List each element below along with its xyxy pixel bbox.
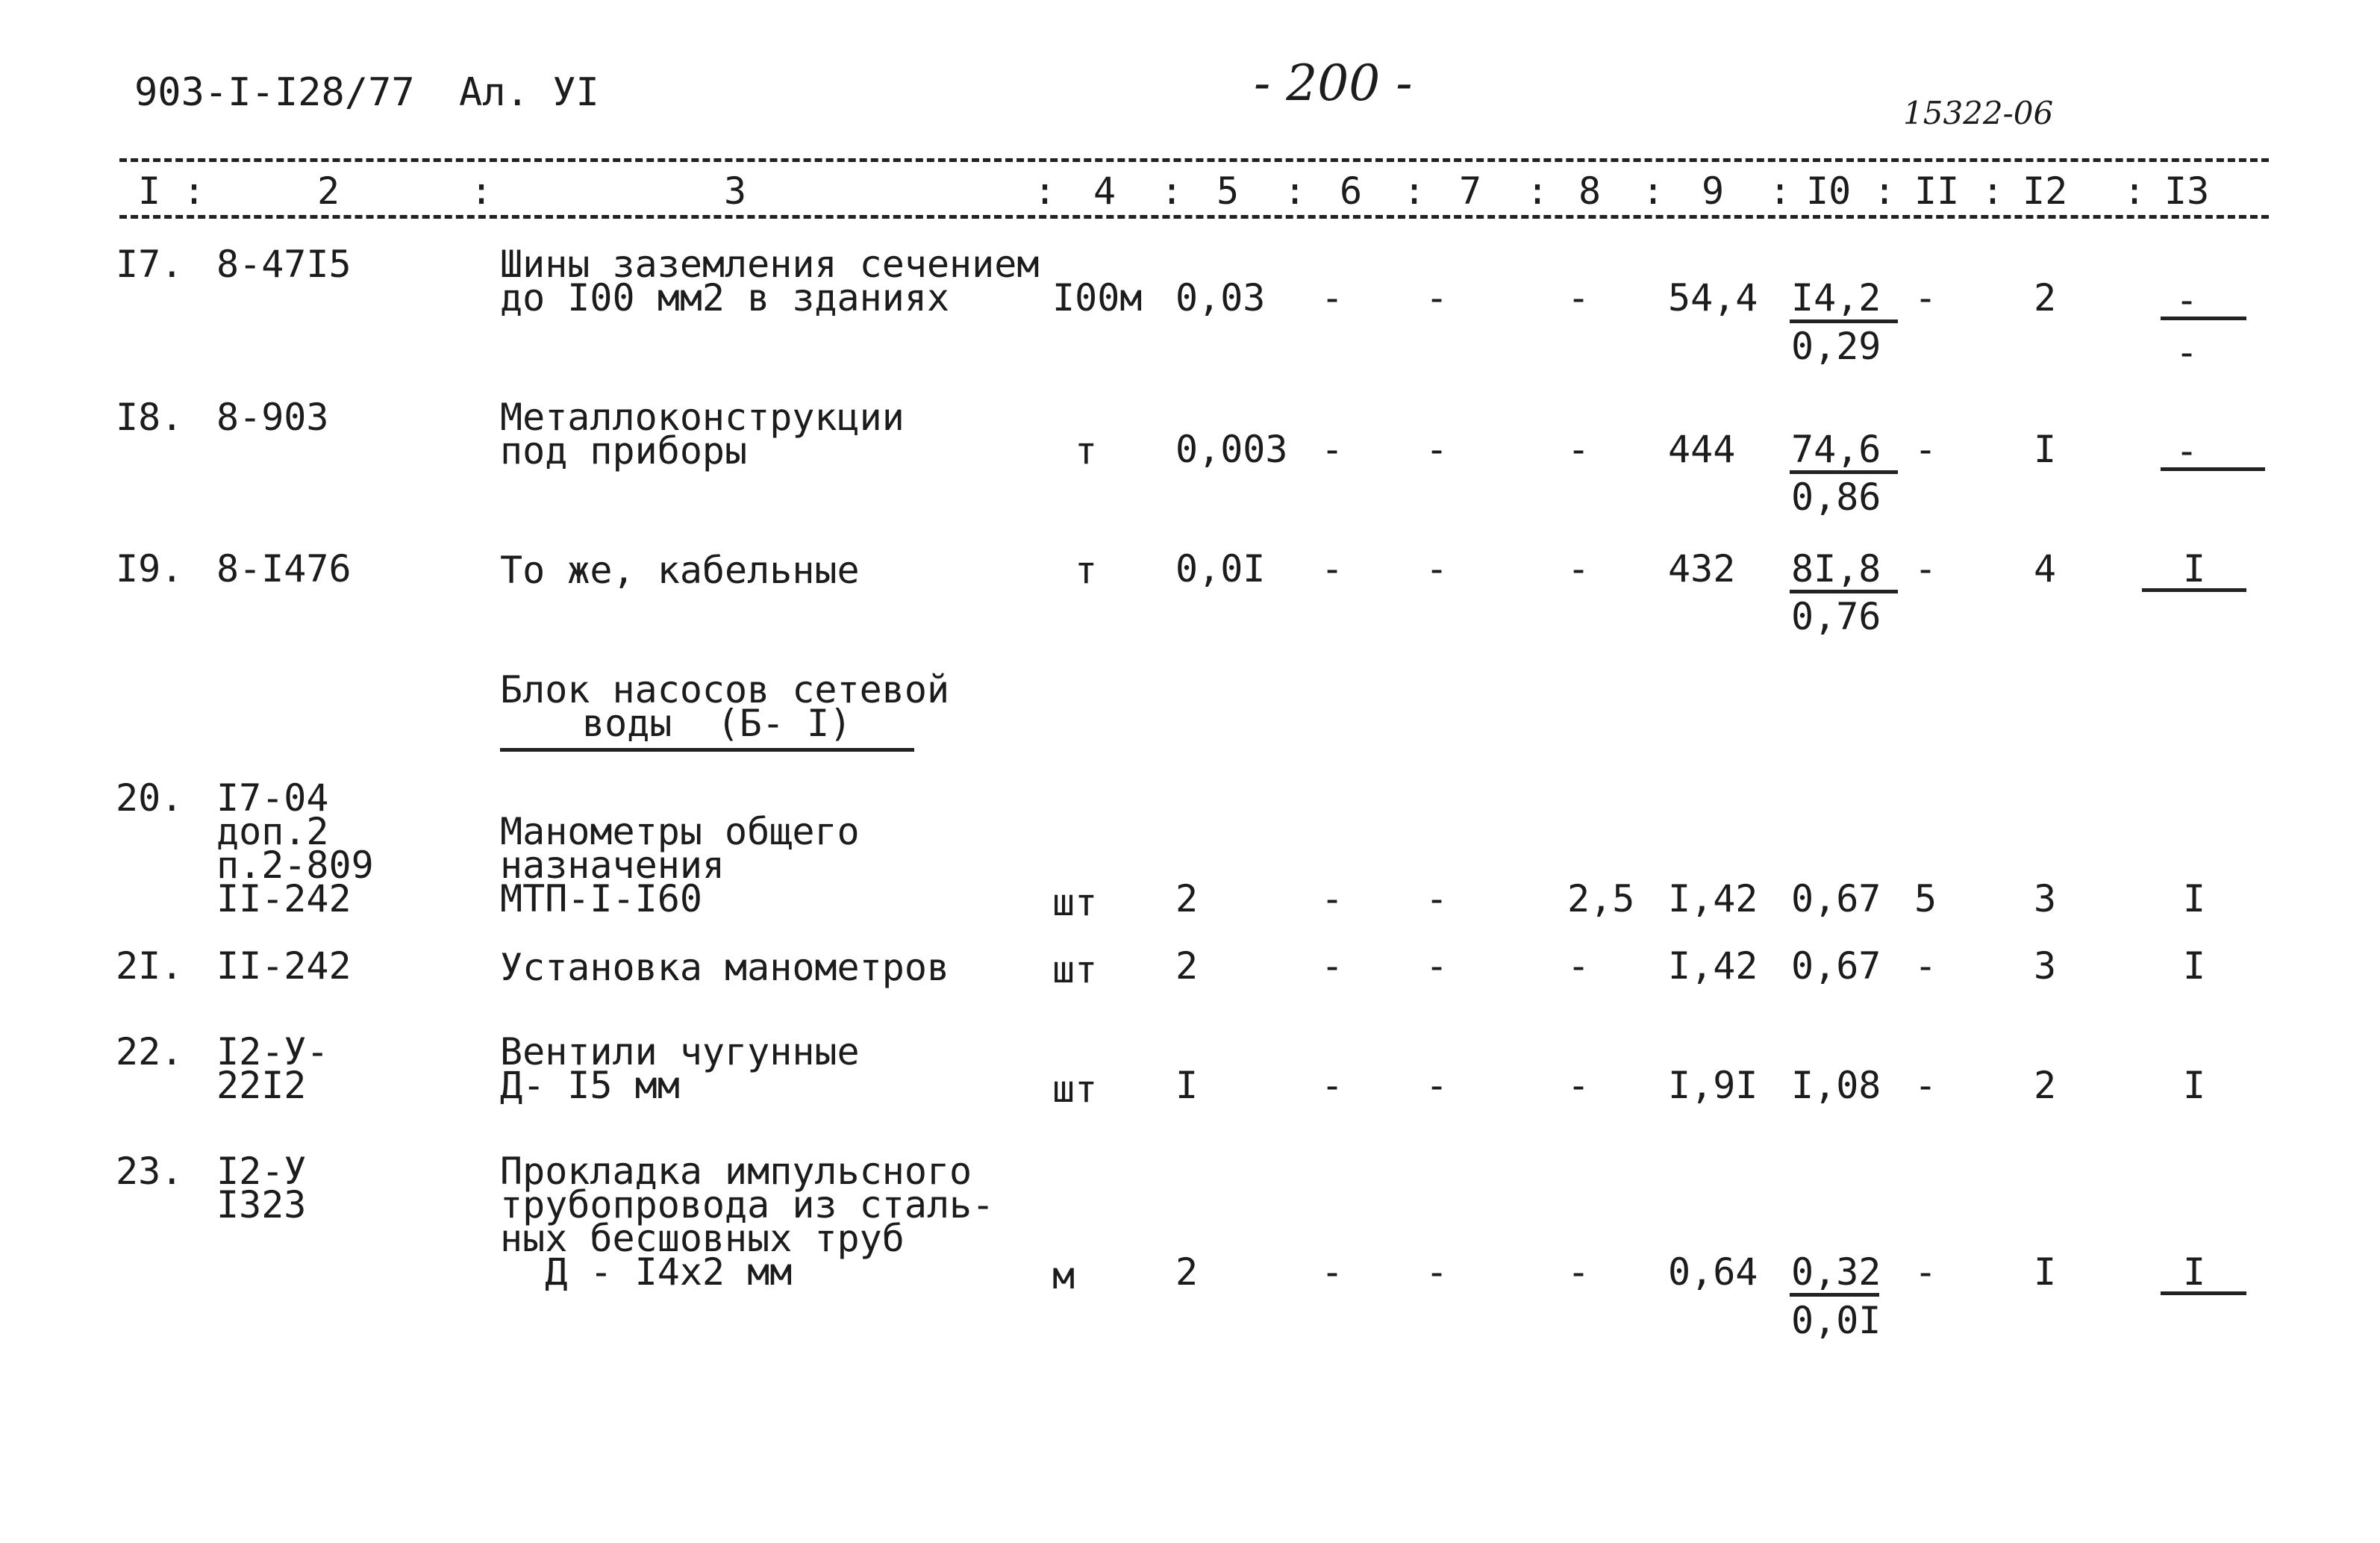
rate-code: 22I2 (216, 1064, 307, 1107)
column-header: II (1914, 169, 1960, 213)
section-title: воды (Б- I) (582, 702, 852, 745)
row-number: 22. (116, 1030, 184, 1073)
cell-numerator: 74,6 (1791, 428, 1881, 471)
cell-denominator: 0,0I (1791, 1299, 1881, 1342)
fraction-line (1790, 590, 1898, 593)
cell: I (2183, 1064, 2206, 1107)
row-number: I7. (116, 243, 184, 286)
column-header: 5 (1216, 169, 1240, 213)
column-header: I (138, 169, 161, 213)
rate-code: II-242 (216, 944, 352, 988)
cell-denominator: 0,76 (1791, 595, 1881, 638)
rate-code: I2-У- (216, 1030, 329, 1073)
cell: - (1914, 944, 1937, 988)
album-label: Ал. УI (459, 70, 599, 115)
quantity: 2 (1175, 1250, 1199, 1294)
quantity: I (1175, 1064, 1199, 1107)
column-header: 8 (1578, 169, 1602, 213)
cell: 4 (2034, 547, 2057, 590)
unit: шт (1052, 881, 1098, 924)
cell-numerator: I (2183, 1250, 2206, 1294)
row-number: I8. (116, 396, 184, 439)
cell-denominator: 0,29 (1791, 325, 1881, 368)
cell: - (1321, 547, 1344, 590)
cell: 3 (2034, 944, 2057, 988)
cell-numerator: I (2183, 547, 2206, 590)
quantity: 0,03 (1175, 276, 1266, 319)
cell: - (1321, 428, 1344, 471)
cell: - (1321, 944, 1344, 988)
rate-code: I323 (216, 1183, 307, 1226)
item-name: То же, кабельные (500, 549, 860, 592)
item-name: Вентили чугунные (500, 1030, 860, 1073)
cell: - (1567, 944, 1590, 988)
cell: - (1567, 428, 1590, 471)
unit: т (1075, 429, 1098, 473)
header-bottom-rule (119, 215, 2269, 219)
cell-numerator: 0,32 (1791, 1250, 1881, 1294)
section-underline (500, 748, 914, 752)
rate-code: 8-I476 (216, 547, 352, 590)
column-header: I3 (2164, 169, 2210, 213)
cell: 432 (1668, 547, 1736, 590)
cell-numerator: - (2176, 278, 2199, 322)
cell: - (1321, 877, 1344, 920)
column-header: 6 (1340, 169, 1363, 213)
fraction-line (1790, 319, 1898, 323)
item-name: Д - I4х2 мм (500, 1250, 793, 1294)
column-header: 2 (317, 169, 340, 213)
cell: 5 (1914, 877, 1937, 920)
cell: - (1321, 1064, 1344, 1107)
cell: I,42 (1668, 877, 1758, 920)
column-header: I2 (2023, 169, 2068, 213)
rate-code: I2-У (216, 1150, 307, 1193)
cell: I (2034, 1250, 2057, 1294)
cell: 3 (2034, 877, 2057, 920)
cell: I,08 (1791, 1064, 1881, 1107)
cell: - (1425, 276, 1449, 319)
item-name: Манометры общего (500, 810, 860, 853)
archive-stamp: 15322-06 (1903, 95, 2054, 131)
cell: - (1567, 276, 1590, 319)
cell: I,9I (1668, 1064, 1758, 1107)
cell: - (1914, 1250, 1937, 1294)
column-header: 3 (724, 169, 747, 213)
cell: I (2034, 428, 2057, 471)
item-name: ных бесшовных труб (500, 1217, 905, 1260)
fraction-line (1790, 470, 1898, 474)
item-name: Д- I5 мм (500, 1064, 680, 1107)
cell: 444 (1668, 428, 1736, 471)
cell: 54,4 (1668, 276, 1758, 319)
item-name: трубопровода из сталь- (500, 1183, 995, 1226)
cell: - (1914, 428, 1937, 471)
cell: - (1425, 944, 1449, 988)
cell: - (1425, 428, 1449, 471)
cell: - (1425, 877, 1449, 920)
cell-numerator: 8I,8 (1791, 547, 1881, 590)
item-name: назначения (500, 844, 725, 887)
cell-denominator: 0,86 (1791, 476, 1881, 519)
item-name: под приборы (500, 429, 748, 473)
cell: - (1425, 1250, 1449, 1294)
quantity: 0,003 (1175, 428, 1288, 471)
item-name: Шины заземления сечением (500, 243, 1040, 286)
unit: шт (1052, 1067, 1098, 1111)
fraction-line (2161, 1291, 2246, 1295)
unit: т (1075, 549, 1098, 592)
cell: I (2183, 877, 2206, 920)
cell: - (1321, 276, 1344, 319)
cell-denominator: - (2176, 331, 2199, 374)
quantity: 2 (1175, 877, 1199, 920)
cell: - (1567, 1250, 1590, 1294)
rate-code: п.2-809 (216, 844, 374, 887)
fraction-line (2161, 467, 2265, 471)
fraction-line (1790, 1293, 1879, 1297)
column-header: 4 (1093, 169, 1116, 213)
unit: м (1052, 1254, 1075, 1297)
unit: I00м (1052, 276, 1143, 319)
item-name: до I00 мм2 в зданиях (500, 276, 950, 319)
rate-code: I7-04 (216, 776, 329, 820)
cell-numerator: - (2176, 429, 2199, 473)
cell: 2 (2034, 1064, 2057, 1107)
cell: 2 (2034, 276, 2057, 319)
cell: - (1567, 547, 1590, 590)
cell: I (2183, 944, 2206, 988)
cell: - (1914, 547, 1937, 590)
cell: 0,64 (1668, 1250, 1758, 1294)
rate-code: 8-47I5 (216, 243, 352, 286)
cell: - (1914, 276, 1937, 319)
item-name: МТП-I-I60 (500, 877, 702, 920)
unit: шт (1052, 948, 1098, 991)
row-number: 2I. (116, 944, 184, 988)
quantity: 2 (1175, 944, 1199, 988)
item-name: Прокладка импульсного (500, 1150, 972, 1193)
column-header: I0 (1806, 169, 1852, 213)
cell: 0,67 (1791, 877, 1881, 920)
fraction-line (2161, 317, 2246, 320)
item-name: Металлоконструкции (500, 396, 905, 439)
rate-code: доп.2 (216, 810, 329, 853)
row-number: I9. (116, 547, 184, 590)
row-number: 23. (116, 1150, 184, 1193)
quantity: 0,0I (1175, 547, 1266, 590)
fraction-line (2142, 588, 2246, 592)
cell-numerator: I4,2 (1791, 276, 1881, 319)
cell: - (1914, 1064, 1937, 1107)
item-name: Установка манометров (500, 946, 950, 989)
cell: 2,5 (1567, 877, 1635, 920)
row-number: 20. (116, 776, 184, 820)
document-code: 903-I-I28/77 (134, 70, 415, 115)
cell: I,42 (1668, 944, 1758, 988)
section-title: Блок насосов сетевой (500, 668, 950, 711)
column-header: 9 (1702, 169, 1725, 213)
header-top-rule (119, 158, 2269, 162)
cell: 0,67 (1791, 944, 1881, 988)
document-page: 903-I-I28/77 Ал. УI - 200 - 15322-06 I 2 3 4 5 6 7 8 9 I0 II I2 I3 : : : : : : : : : : : : I7. 8-47I5 Шины заземления сечением до I00 мм2 в зданиях I00м 0,03 - - - 54,4 I4,2 0,29 - 2 - - I8. 8-903 Металлоконструкции под приборы т 0,003 - - - 444 74,6 0,86 - I - I9. 8-I476 То же, кабельные т 0,0I - - - 432 8I,8 0,76 - 4 I Блок насосов сетевой воды (Б- I) 20. I7-04 доп.2 п.2-809 II-242 Манометры общего назначения МТП-I-I60 шт 2 - - 2,5 I,42 0,67 5 3 I 2I. II-242 Установка манометров шт 2 - - - I,42 0,67 - 3 I 22. I2-У- 22I2 Вентили чугунные Д- I5 мм шт I - - - I,9I I,08 - 2 I 23. I2-У I323 Прокладка импульсного трубопровода из сталь- ных бесшовных труб Д - I4х2 мм м 2 - - - 0,64 0,32 0,0I - I I (0, 0, 2380, 1543)
page-number: - 200 - (1254, 54, 1413, 112)
cell: - (1321, 1250, 1344, 1294)
rate-code: 8-903 (216, 396, 329, 439)
cell: - (1425, 1064, 1449, 1107)
cell: - (1425, 547, 1449, 590)
cell: - (1567, 1064, 1590, 1107)
column-header: 7 (1459, 169, 1482, 213)
rate-code: II-242 (216, 877, 352, 920)
